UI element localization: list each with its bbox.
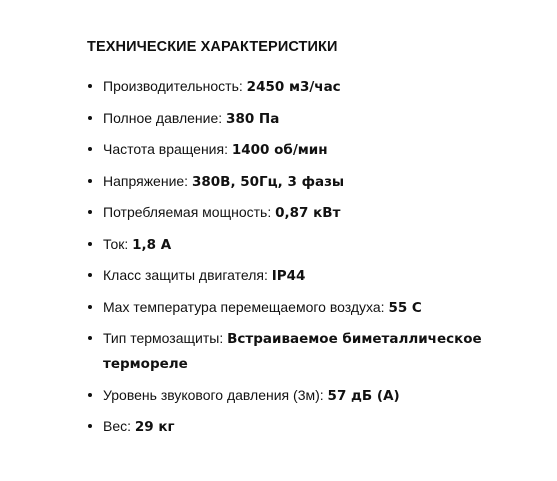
spec-item-sound-level: [87, 383, 537, 408]
spec-label: Тип термозащиты:: [103, 330, 228, 346]
spec-value: 380 Па: [226, 110, 280, 127]
spec-label: Полное давление:: [103, 109, 227, 126]
spec-value: 55 С: [388, 299, 422, 316]
spec-label: Потребляемая мощность:: [103, 204, 276, 220]
spec-label: Класс защиты двигателя:: [103, 267, 272, 283]
spec-item-pressure: [87, 106, 537, 131]
spec-item-power: [87, 200, 537, 225]
spec-item-weight: [87, 414, 537, 439]
spec-item-max-temperature: [87, 295, 537, 320]
spec-value: IP44: [271, 268, 306, 284]
spec-value: Встраиваемое биметаллическое термореле: [103, 331, 482, 372]
spec-list: [87, 74, 537, 439]
spec-item-protection-class: [87, 263, 537, 288]
spec-item-thermal-protection: [87, 326, 537, 376]
spec-value: 1400 об/мин: [231, 142, 328, 158]
spec-value: 380В, 50Гц, 3 фазы: [191, 173, 345, 190]
section-heading: ТЕХНИЧЕСКИЕ ХАРАКТЕРИСТИКИ: [87, 39, 338, 55]
spec-label: Частота вращения:: [103, 141, 232, 157]
spec-value: 2450 м3/час: [246, 79, 341, 95]
spec-label: Напряжение:: [103, 172, 192, 189]
spec-value: 29 кг: [134, 419, 175, 435]
spec-item-capacity: [87, 74, 537, 99]
spec-label: Вес:: [103, 418, 135, 434]
spec-value: 1,8 А: [132, 236, 172, 253]
spec-item-current: [87, 232, 537, 257]
spec-label: Производительность:: [103, 78, 247, 94]
spec-label: Max температура перемещаемого воздуха:: [103, 298, 389, 315]
spec-label: Ток:: [103, 235, 133, 252]
spec-section: [87, 36, 537, 446]
spec-value: 57 дБ (А): [327, 387, 400, 404]
spec-item-voltage: [87, 169, 537, 194]
spec-value: 0,87 кВт: [275, 205, 341, 221]
spec-label: Уровень звукового давления (3м):: [103, 386, 328, 403]
spec-item-rotation-speed: [87, 137, 537, 162]
